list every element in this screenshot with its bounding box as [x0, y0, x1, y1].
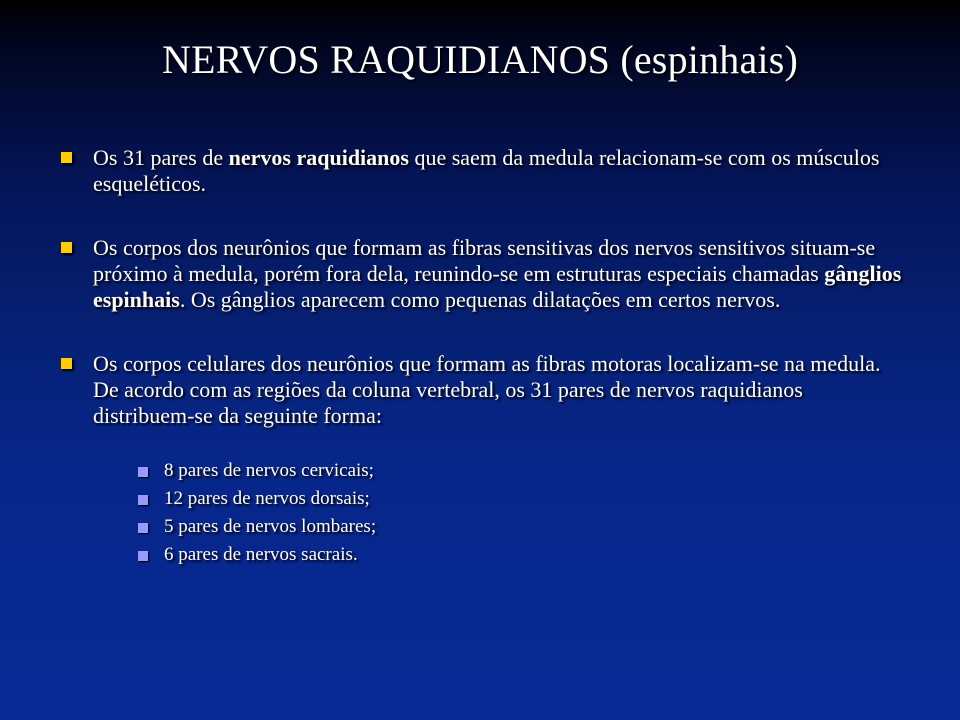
square-bullet-icon — [61, 152, 72, 163]
bullet-paragraph-3 — [58, 351, 908, 429]
sub-item-text: 12 pares de nervos dorsais; — [164, 488, 370, 509]
paragraph-text: . Os gânglios aparecem como pequenas dilatações em certos nervos. — [179, 287, 781, 312]
slide-body — [58, 145, 908, 571]
bullet-paragraph-1 — [58, 145, 908, 197]
paragraph-text: Os corpos celulares dos neurônios que formam as fibras motoras localizam-se na medula. De acordo com as regiões da coluna vertebral, os 31 pares de nervos raquidianos distribuem-se da seguinte forma: — [93, 351, 881, 428]
sub-bullet-list — [58, 459, 908, 567]
square-sub-bullet-icon — [138, 495, 148, 505]
sub-item-text: 8 pares de nervos cervicais; — [164, 460, 374, 481]
bold-term: gânglios espinhais — [93, 261, 902, 312]
sub-list-item — [136, 515, 908, 539]
square-bullet-icon — [61, 358, 72, 369]
square-bullet-icon — [61, 242, 72, 253]
slide-title: NERVOS RAQUIDIANOS (espinhais) — [161, 37, 799, 82]
bold-term: nervos raquidianos — [228, 145, 409, 170]
sub-list-item — [136, 487, 908, 511]
bullet-paragraph-2 — [58, 235, 908, 313]
square-sub-bullet-icon — [138, 467, 148, 477]
paragraph-text: Os 31 pares de — [93, 145, 229, 170]
square-sub-bullet-icon — [138, 523, 148, 533]
square-sub-bullet-icon — [138, 551, 148, 561]
paragraph-text: que saem da medula relacionam-se com os músculos esqueléticos. — [93, 145, 880, 196]
sub-list-item — [136, 459, 908, 483]
sub-item-text: 5 pares de nervos lombares; — [164, 516, 377, 537]
paragraph-text: Os corpos dos neurônios que formam as fibras sensitivas dos nervos sensitivos situam-se próximo à medula, porém fora dela, reunindo-se em estruturas especiais chamadas — [93, 235, 876, 286]
sub-item-text: 6 pares de nervos sacrais. — [164, 544, 358, 565]
sub-list-item — [136, 543, 908, 567]
